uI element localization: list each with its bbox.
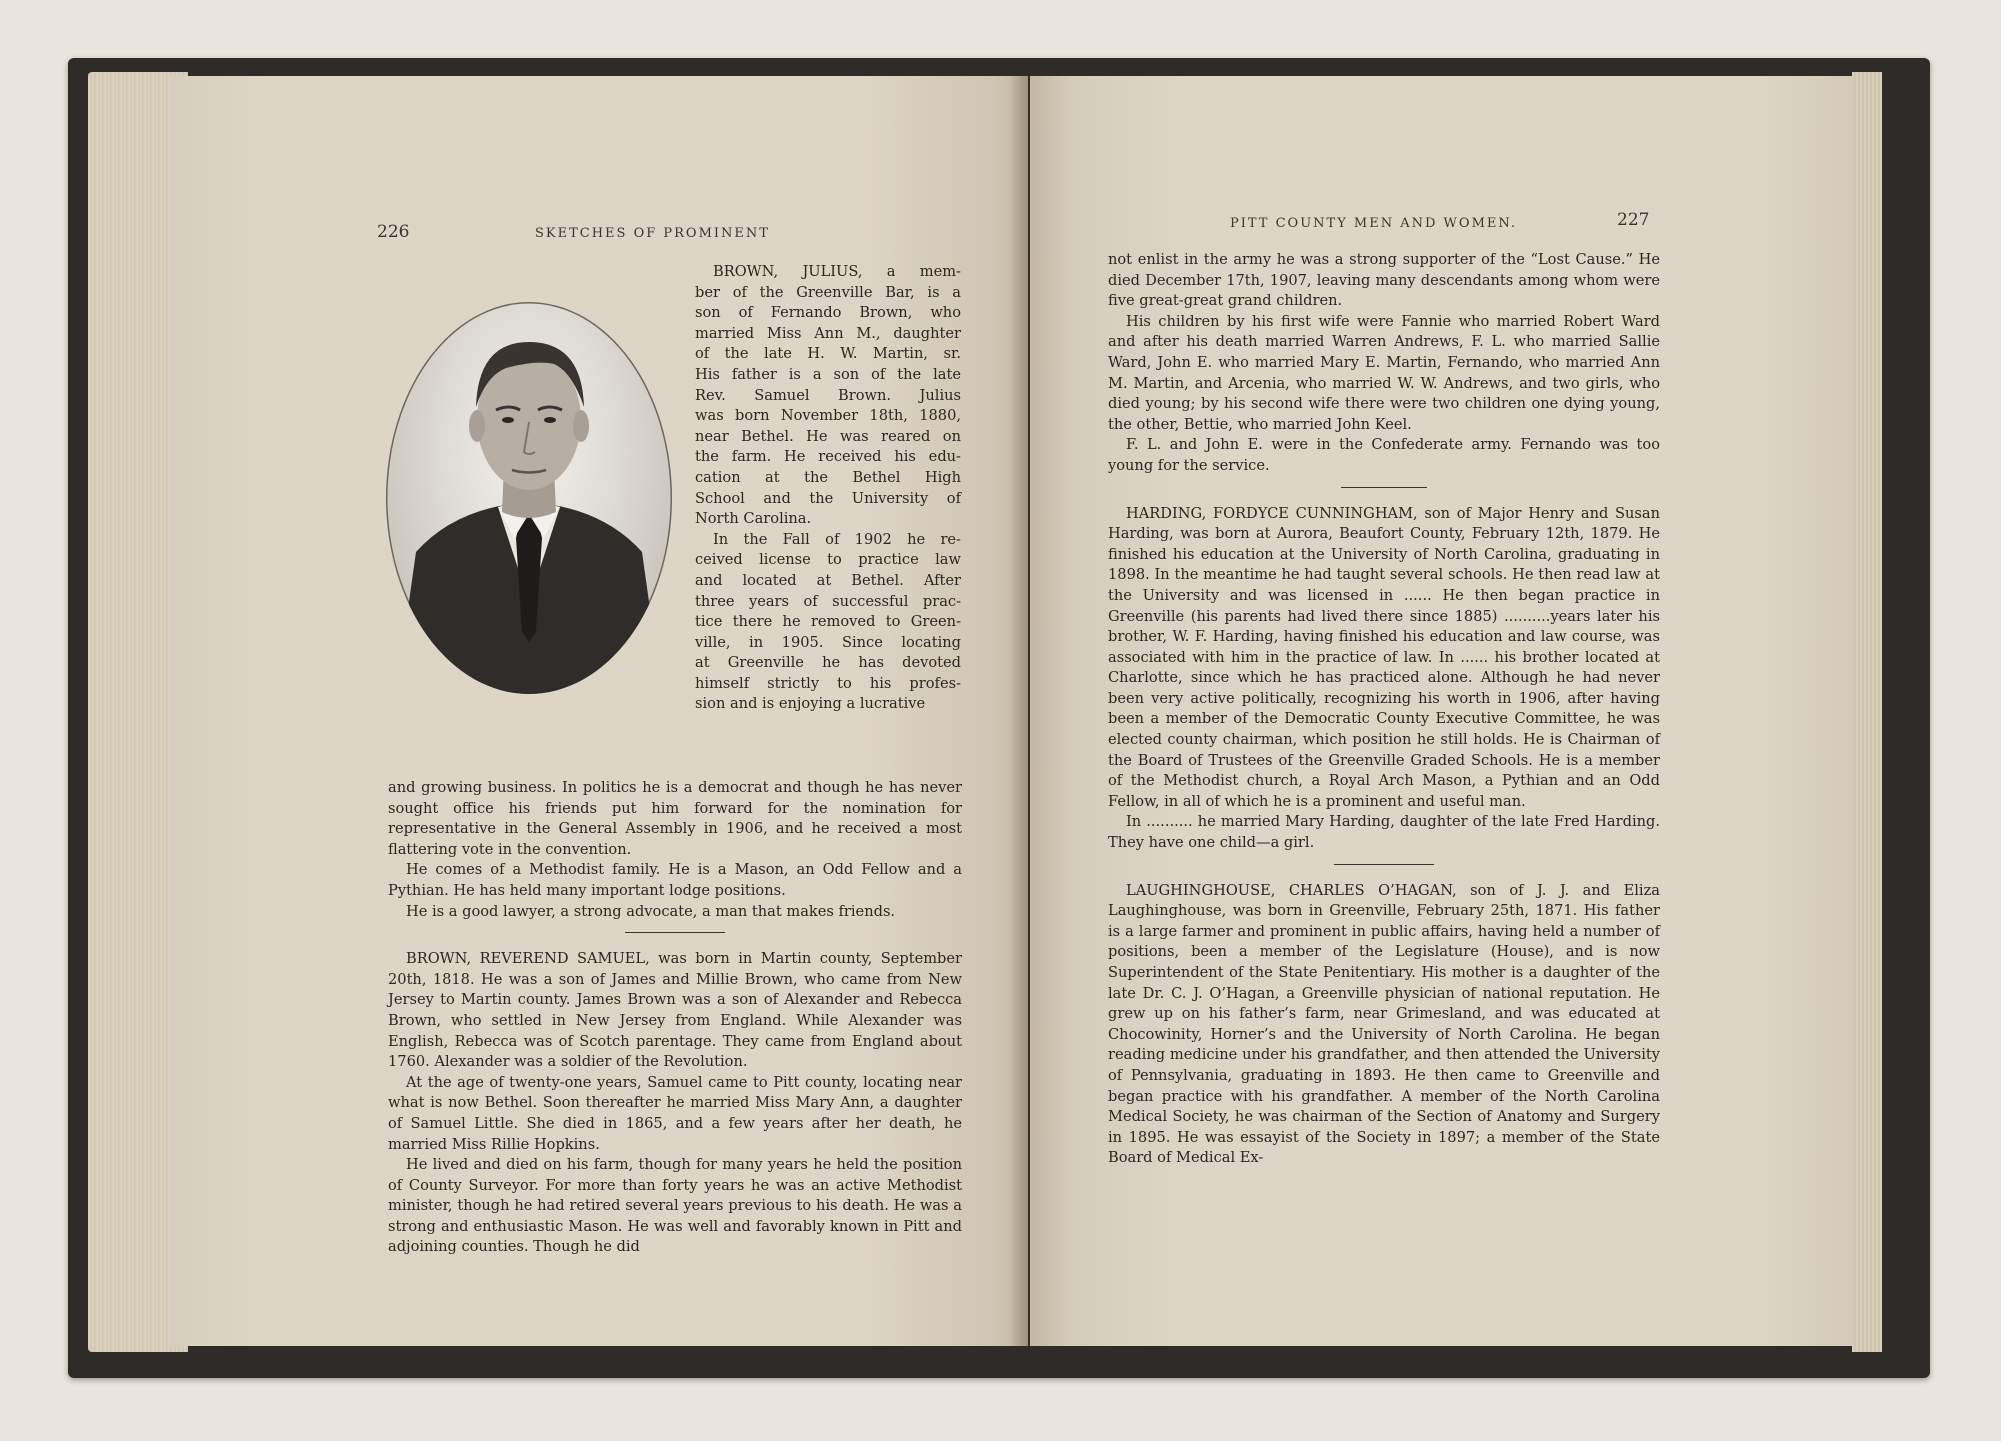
left-body-text xyxy=(388,778,962,1258)
brown-julius-wrap xyxy=(695,262,961,715)
wrap-line: His father is a son of the late xyxy=(695,365,961,383)
wrap-line: ceived license to practice law xyxy=(695,551,961,569)
wrap-line: of the late H. W. Martin, sr. xyxy=(695,345,961,363)
harding-paragraph-1: HARDING, FORDYCE CUNNINGHAM, son of Major Henry and Susan Harding, was born at Aurora, Beaufort County, February 12th, 1879. He finished his education at the University of North Carolina, graduating in 1898. In the meantime he had taught several schools. He then read law at the University and was licensed in ...... He then began practice in Greenville (his parents had lived there since 1885) ..........years later his brother, W. F. Harding, having finished his education and law course, was associated with him in the practice of law. In ...... his brother located at Charlotte, since which he has practiced alone. Although he had never been very active politically, recognizing his worth in 1906, after having been a member of the Democratic County Executive Committee, he was elected county chairman, which position he still holds. He is Chairman of the Board of Trustees of the Greenville Graded Schools. He is a member of the Methodist church, a Royal Arch Mason, a Pythian and an Odd Fellow, in all of which he is a prominent and useful man. xyxy=(1108,504,1660,810)
wrap-line: Rev. Samuel Brown. Julius xyxy=(695,386,961,404)
wrap-line: and located at Bethel. After xyxy=(695,571,961,589)
wrap-line: was born November 18th, 1880, xyxy=(695,407,961,425)
running-head-left: SKETCHES OF PROMINENT xyxy=(535,226,770,241)
wrap-line: tice there he removed to Green- xyxy=(695,613,961,631)
brown-julius-paragraph-4: He is a good lawyer, a strong advocate, a man that makes friends. xyxy=(406,902,896,920)
section-divider xyxy=(625,932,725,933)
wrap-line: married Miss Ann M., daughter xyxy=(695,324,961,342)
brown-samuel-sons-army: F. L. and John E. were in the Confederate army. Fernando was too young for the service. xyxy=(1108,436,1660,474)
brown-julius-paragraph-3: He comes of a Methodist family. He is a Mason, an Odd Fellow and a Pythian. He has held many important lodge positions. xyxy=(388,861,962,899)
brown-julius-wrap-lines xyxy=(695,262,961,530)
wrap-line: BROWN, JULIUS, a mem- xyxy=(713,263,961,280)
wrap-line: three years of successful prac- xyxy=(695,592,961,610)
laughinghouse-paragraph-1: LAUGHINGHOUSE, CHARLES O’HAGAN, son of J. J. and Eliza Laughinghouse, was born in Greenville, February 25th, 1871. His father is a large farmer and prominent in public affairs, having held a number of positions, been a member of the Legislature (House), and is now Superintendent of the State Penitentiary. His mother is a daughter of the late Dr. C. J. O’Hagan, a Greenville physician of national reputation. He grew up on his father’s farm, near Grimesland, and was educated at Chocowinity, Horner’s and the University of North Carolina. He began reading medicine under his grandfather, and then attended the University of Pennsylvania, graduating in 1893. He then came to Greenville and began practice with his grandfather. A member of the North Carolina Medical Society, he was chairman of the Section of Anatomy and Surgery in 1895. He was essayist of the Society in 1897; a member of the State Board of Medical Ex- xyxy=(1108,881,1660,1167)
wrap-line: at Greenville he has devoted xyxy=(695,654,961,672)
section-divider xyxy=(1341,487,1427,488)
brown-samuel-continuation: not enlist in the army he was a strong supporter of the “Lost Cause.” He died December 17th, 1907, leaving many descendants among whom were five great-great grand children. xyxy=(1108,251,1660,310)
harding-paragraph-2: In .......... he married Mary Harding, daughter of the late Fred Harding. They have one child—a girl. xyxy=(1108,813,1660,852)
brown-samuel-children: His children by his first wife were Fannie who married Robert Ward and after his death married Warren Andrews, F. L. who married Sallie Ward, John E. who married Mary E. Martin, Fernando, who married Ann M. Martin, and Arcenia, who married W. W. Andrews, and two girls, who died young; by his second wife there were two children one dying young, the other, Bettie, who married John Keel. xyxy=(1108,312,1660,433)
page-number-left: 226 xyxy=(377,222,410,242)
brown-samuel-paragraph-2: At the age of twenty-one years, Samuel came to Pitt county, locating near what is now Bethel. Soon thereafter he married Miss Mary Ann, a daughter of Samuel Little. She died in 1865, and a few years after her death, he married Miss Rillie Hopkins. xyxy=(388,1073,962,1153)
brown-samuel-paragraph-1: BROWN, REVEREND SAMUEL, was born in Martin county, September 20th, 1818. He was a son of James and Millie Brown, who came from New Jersey to Martin county. James Brown was a son of Alexander and Rebecca Brown, who settled in New Jersey from England. While Alexander was English, Rebecca was of Scotch parentage. They came from England about 1760. Alexander was a soldier of the Revolution. xyxy=(388,950,962,1071)
wrap-line: himself strictly to his profes- xyxy=(695,674,961,692)
right-body-text xyxy=(1108,250,1660,1169)
right-page xyxy=(1030,76,1854,1346)
wrap-line: near Bethel. He was reared on xyxy=(695,427,961,445)
wrap-line: the farm. He received his edu- xyxy=(695,448,961,466)
brown-samuel-paragraph-3: He lived and died on his farm, though for many years he held the position of County Surveyor. For more than forty years he was an active Methodist minister, though he had retired several years previous to his death. He was a strong and enthusiastic Mason. He was well and favorably known in Pitt and adjoining counties. Though he did xyxy=(388,1156,962,1256)
brown-julius-wrap-lines-2 xyxy=(695,530,961,715)
wrap-line: sion and is enjoying a lucrative xyxy=(695,695,926,713)
portrait-photo-man-icon xyxy=(386,302,672,694)
brown-julius-continuation: and growing business. In politics he is a democrat and though he has never sought office his friends put him forward for the nomination for representative in the General Assembly in 1906, and he received a most flattering vote in the convention. xyxy=(388,779,962,858)
page-edges-right xyxy=(1852,72,1882,1352)
wrap-line: North Carolina. xyxy=(695,510,812,528)
wrap-line: son of Fernando Brown, who xyxy=(695,304,961,322)
page-number-right: 227 xyxy=(1617,210,1650,230)
wrap-line: cation at the Bethel High xyxy=(695,468,961,486)
wrap-line: School and the University of xyxy=(695,489,961,507)
wrap-line: ber of the Greenville Bar, is a xyxy=(695,283,961,301)
running-head-right: PITT COUNTY MEN AND WOMEN. xyxy=(1230,216,1518,231)
wrap-line: ville, in 1905. Since locating xyxy=(695,633,961,651)
wrap-line: In the Fall of 1902 he re- xyxy=(713,530,961,548)
left-page xyxy=(170,76,1028,1346)
section-divider xyxy=(1334,864,1434,865)
